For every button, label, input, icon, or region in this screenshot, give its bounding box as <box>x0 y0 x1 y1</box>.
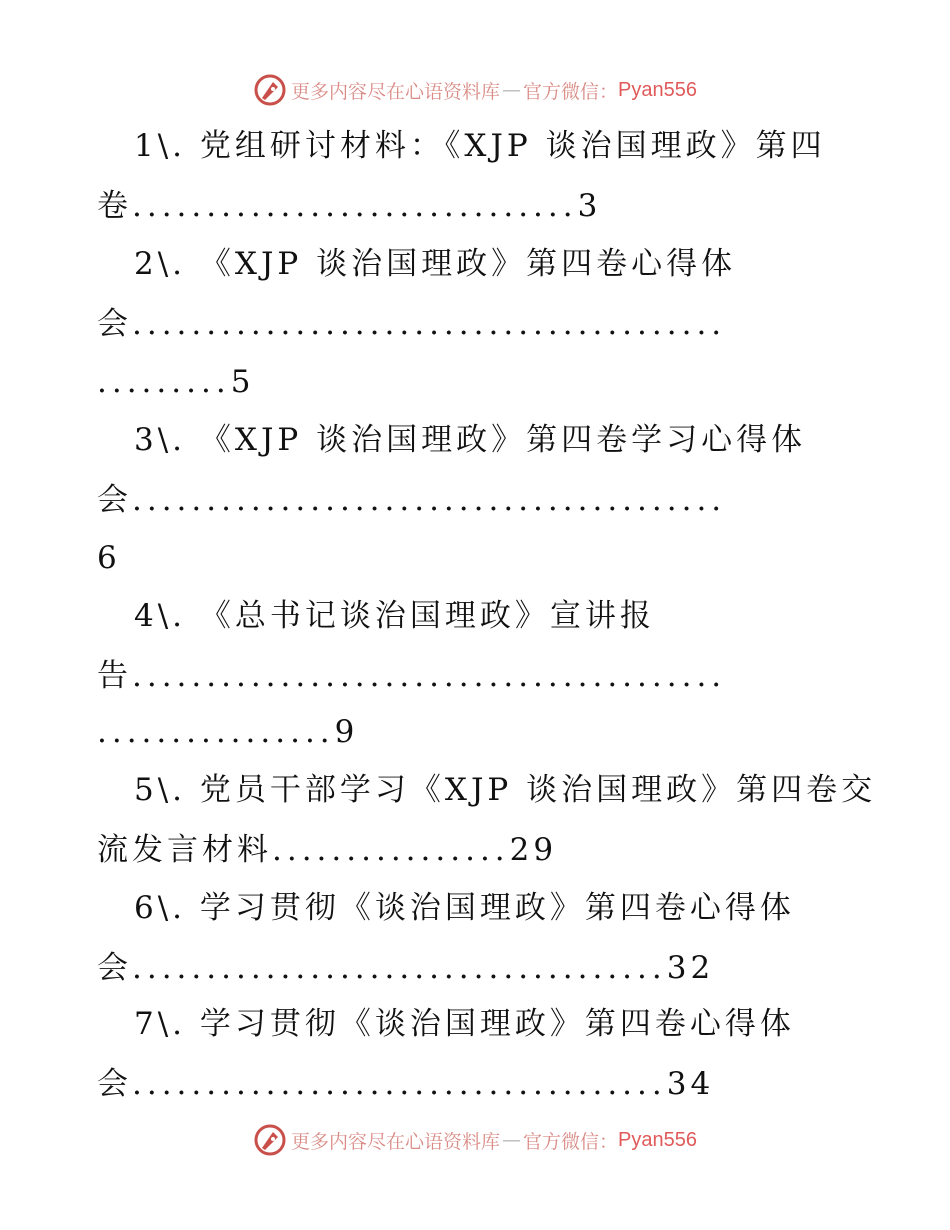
toc-page-number: 6 <box>97 540 121 576</box>
toc-entry-title-continued: 会 <box>97 482 132 518</box>
toc-entry-title-continued: 会 <box>97 950 132 986</box>
footer-banner <box>0 1120 950 1160</box>
toc-dot-leader: ................ <box>272 832 510 868</box>
toc-entry-title-continued: 会 <box>97 306 132 342</box>
pen-nib-logo-icon <box>253 1123 287 1157</box>
banner-text: 更多内容尽在心语资料库 <box>291 1130 501 1153</box>
banner-wechat-label: 官方微信： <box>523 80 619 103</box>
toc-entry-title: 党员干部学习《XJP 谈治国理政》第四卷交 <box>199 772 877 808</box>
toc-entry-title-continued: 告 <box>97 658 132 694</box>
toc-dot-leader: .................................... <box>132 1066 667 1102</box>
toc-entry-title: 学习贯彻《谈治国理政》第四卷心得体 <box>199 890 795 926</box>
toc-entry-4-leader-line-2[interactable] <box>97 708 358 756</box>
toc-dot-leader: ........................................ <box>132 306 727 342</box>
toc-dot-leader: ................ <box>97 714 335 750</box>
toc-entry-4-leader-line[interactable] <box>97 652 726 700</box>
toc-entry-6-leader-line[interactable] <box>97 944 714 992</box>
toc-entry-4-title-line[interactable] <box>134 592 655 640</box>
toc-entry-title: 《XJP 谈治国理政》第四卷心得体 <box>199 246 737 282</box>
toc-entry-number: 4\. <box>134 598 187 634</box>
toc-entry-2-title-line[interactable] <box>134 240 736 288</box>
toc-page-number: 5 <box>230 364 255 400</box>
toc-page-number: 9 <box>334 714 359 750</box>
toc-entry-number: 1\. <box>134 128 187 164</box>
toc-entry-title-continued: 会 <box>97 1066 132 1102</box>
toc-entry-6-title-line[interactable] <box>134 884 795 932</box>
toc-entry-3-page-line[interactable] <box>97 534 121 582</box>
toc-entry-2-leader-line-2[interactable] <box>97 358 254 406</box>
toc-entry-title: 《总书记谈治国理政》宣讲报 <box>199 598 655 634</box>
toc-dot-leader: ......... <box>97 364 231 400</box>
toc-page-number: 32 <box>666 950 715 986</box>
toc-entry-5-title-line[interactable] <box>134 766 876 814</box>
toc-dot-leader: ........................................ <box>132 482 727 518</box>
toc-dot-leader: ........................................ <box>132 658 727 694</box>
banner-separator: — <box>502 79 522 101</box>
toc-entry-title-continued: 卷 <box>97 188 132 224</box>
toc-entry-2-leader-line[interactable] <box>97 300 726 348</box>
toc-entry-number: 7\. <box>134 1006 187 1042</box>
banner-wechat-id: Pyan556 <box>618 1128 697 1151</box>
toc-entry-title: 党组研讨材料：《XJP 谈治国理政》第四 <box>199 128 826 164</box>
toc-entry-number: 3\. <box>134 422 187 458</box>
header-banner <box>0 70 950 110</box>
toc-entry-title: 学习贯彻《谈治国理政》第四卷心得体 <box>199 1006 795 1042</box>
toc-entry-number: 6\. <box>134 890 187 926</box>
toc-dot-leader: .................................... <box>132 950 667 986</box>
toc-page-number: 29 <box>509 832 558 868</box>
toc-entry-1-title-line[interactable] <box>134 122 826 170</box>
banner-wechat-label: 官方微信： <box>523 1130 619 1153</box>
toc-page-number: 34 <box>666 1066 715 1102</box>
toc-entry-1-leader-line[interactable] <box>97 182 601 230</box>
banner-separator: — <box>502 1129 522 1151</box>
toc-dot-leader: .............................. <box>132 188 578 224</box>
toc-entry-7-title-line[interactable] <box>134 1000 795 1048</box>
pen-nib-logo-icon <box>253 73 287 107</box>
toc-entry-7-leader-line[interactable] <box>97 1060 714 1108</box>
toc-entry-3-leader-line[interactable] <box>97 476 726 524</box>
toc-entry-number: 5\. <box>134 772 187 808</box>
toc-entry-number: 2\. <box>134 246 187 282</box>
toc-page-number: 3 <box>577 188 602 224</box>
toc-entry-title-continued: 流发言材料 <box>97 832 272 868</box>
toc-entry-5-leader-line[interactable] <box>97 826 557 874</box>
banner-text: 更多内容尽在心语资料库 <box>291 80 501 103</box>
toc-entry-3-title-line[interactable] <box>134 416 806 464</box>
toc-entry-title: 《XJP 谈治国理政》第四卷学习心得体 <box>199 422 807 458</box>
banner-wechat-id: Pyan556 <box>618 78 697 101</box>
